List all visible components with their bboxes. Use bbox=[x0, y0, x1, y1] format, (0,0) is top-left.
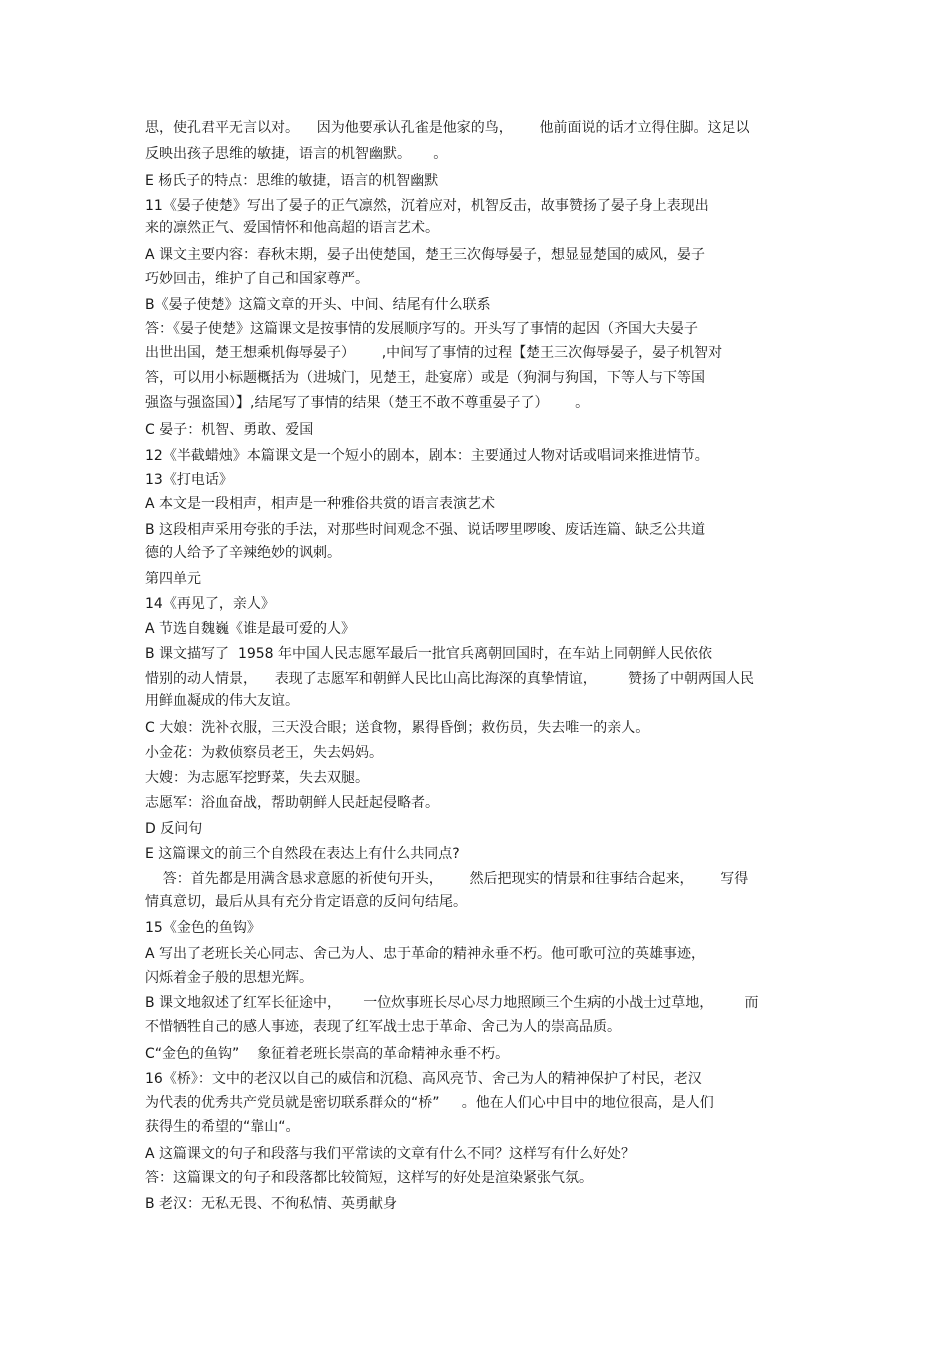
text-line: 13《打电话》 bbox=[145, 472, 233, 488]
text-line: 思，使孔君平无言以对。 因为他要承认孔雀是他家的鸟， 他前面说的话才立得住脚。这足以 bbox=[145, 120, 750, 136]
text-line: B 老汉：无私无畏、不徇私情、英勇献身 bbox=[145, 1196, 398, 1212]
section-heading: 第四单元 bbox=[145, 571, 201, 587]
text-line: E 杨氏子的特点：思维的敏捷，语言的机智幽默 bbox=[145, 173, 439, 189]
text-line: 15《金色的鱼钩》 bbox=[145, 920, 261, 936]
text-line: E 这篇课文的前三个自然段在表达上有什么共同点? bbox=[145, 846, 460, 862]
text-line: 为代表的优秀共产党员就是密切联系群众的“桥” 。他在人们心中目中的地位很高，是人们 bbox=[145, 1095, 714, 1111]
text-line: B 课文描写了 1958 年中国人民志愿军最后一批官兵离朝回国时，在车站上同朝鲜人民依依 bbox=[145, 646, 713, 662]
text-line: C 晏子：机智、勇敢、爱国 bbox=[145, 422, 314, 438]
text-line: 强盗与强盗国）】,结尾写了事情的结果（楚王不敢不尊重晏子了） 。 bbox=[145, 395, 590, 411]
text-line: 情真意切，最后从具有充分肯定语意的反问句结尾。 bbox=[145, 894, 467, 910]
text-line: B 课文地叙述了红军长征途中， 一位炊事班长尽心尽力地照顾三个生病的小战士过草地， 而 bbox=[145, 995, 759, 1011]
text-line: 16《桥》：文中的老汉以自己的威信和沉稳、高风亮节、舍己为人的精神保护了村民，老汉 bbox=[145, 1071, 702, 1087]
text-line: 答：这篇课文的句子和段落都比较简短，这样写的好处是渲染紧张气氛。 bbox=[145, 1170, 593, 1186]
text-line: A 这篇课文的句子和段落与我们平常读的文章有什么不同？这样写有什么好处？ bbox=[145, 1146, 636, 1162]
text-line: 答，可以用小标题概括为（进城门，见楚王，赴宴席）或是（狗洞与狗国，下等人与下等国 bbox=[145, 370, 705, 386]
text-line: 用鲜血凝成的伟大友谊。 bbox=[145, 693, 299, 709]
text-line: 12《半截蜡烛》本篇课文是一个短小的剧本，剧本：主要通过人物对话或唱词来推进情节。 bbox=[145, 448, 709, 464]
text-line: 获得生的希望的“靠山“。 bbox=[145, 1119, 300, 1135]
text-line: A 节选自魏巍《谁是最可爱的人》 bbox=[145, 621, 356, 637]
text-line: 11《晏子使楚》写出了晏子的正气凛然，沉着应对，机智反击，故事赞扬了晏子身上表现出 bbox=[145, 198, 709, 214]
text-line: 德的人给予了辛辣绝妙的讽刺。 bbox=[145, 545, 341, 561]
text-line: A 本文是一段相声，相声是一种雅俗共赏的语言表演艺术 bbox=[145, 496, 496, 512]
text-line: 惜别的动人情景， 表现了志愿军和朝鲜人民比山高比海深的真挚情谊， 赞扬了中朝两国人民 bbox=[145, 671, 754, 687]
text-line: C 大娘：洗补衣服，三天没合眼；送食物，累得昏倒；救伤员，失去唯一的亲人。 bbox=[145, 720, 650, 736]
text-line: D 反问句 bbox=[145, 821, 203, 837]
text-line: 小金花：为救侦察员老王，失去妈妈。 bbox=[145, 745, 383, 761]
text-line: C“金色的鱼钩” 象征着老班长崇高的革命精神永垂不朽。 bbox=[145, 1046, 510, 1062]
text-line: 巧妙回击，维护了自己和国家尊严。 bbox=[145, 271, 369, 287]
text-line: 反映出孩子思维的敏捷，语言的机智幽默。 。 bbox=[145, 146, 448, 162]
text-line: 大嫂：为志愿军挖野菜，失去双腿。 bbox=[145, 770, 369, 786]
text-line: B《晏子使楚》这篇文章的开头、中间、结尾有什么联系 bbox=[145, 297, 491, 313]
text-line: 不惜牺牲自己的感人事迹，表现了红军战士忠于革命、舍己为人的崇高品质。 bbox=[145, 1019, 621, 1035]
text-line: B 这段相声采用夸张的手法，对那些时间观念不强、说话啰里啰唆、废话连篇、缺乏公共道 bbox=[145, 522, 706, 538]
text-line: 14《再见了，亲人》 bbox=[145, 596, 275, 612]
text-line: 答：《晏子使楚》这篇课文是按事情的发展顺序写的。开头写了事情的起因（齐国大夫晏子 bbox=[145, 321, 698, 337]
text-line: 闪烁着金子般的思想光辉。 bbox=[145, 970, 313, 986]
text-line: 出世出国，楚王想乘机侮辱晏子） ,中间写了事情的过程【楚王三次侮辱晏子，晏子机智对 bbox=[145, 345, 723, 361]
text-line: A 写出了老班长关心同志、舍己为人、忠于革命的精神永垂不朽。他可歌可泣的英雄事迹， bbox=[145, 946, 706, 962]
text-line: 来的凛然正气、爱国情怀和他高超的语言艺术。 bbox=[145, 220, 439, 236]
text-line: A 课文主要内容：春秋末期，晏子出使楚国，楚王三次侮辱晏子，想显显楚国的威风，晏子 bbox=[145, 247, 706, 263]
text-line: 答：首先都是用满含恳求意愿的祈使句开头， 然后把现实的情景和往事结合起来， 写得 bbox=[145, 871, 749, 887]
text-line: 志愿军：浴血奋战，帮助朝鲜人民赶起侵略者。 bbox=[145, 795, 439, 811]
